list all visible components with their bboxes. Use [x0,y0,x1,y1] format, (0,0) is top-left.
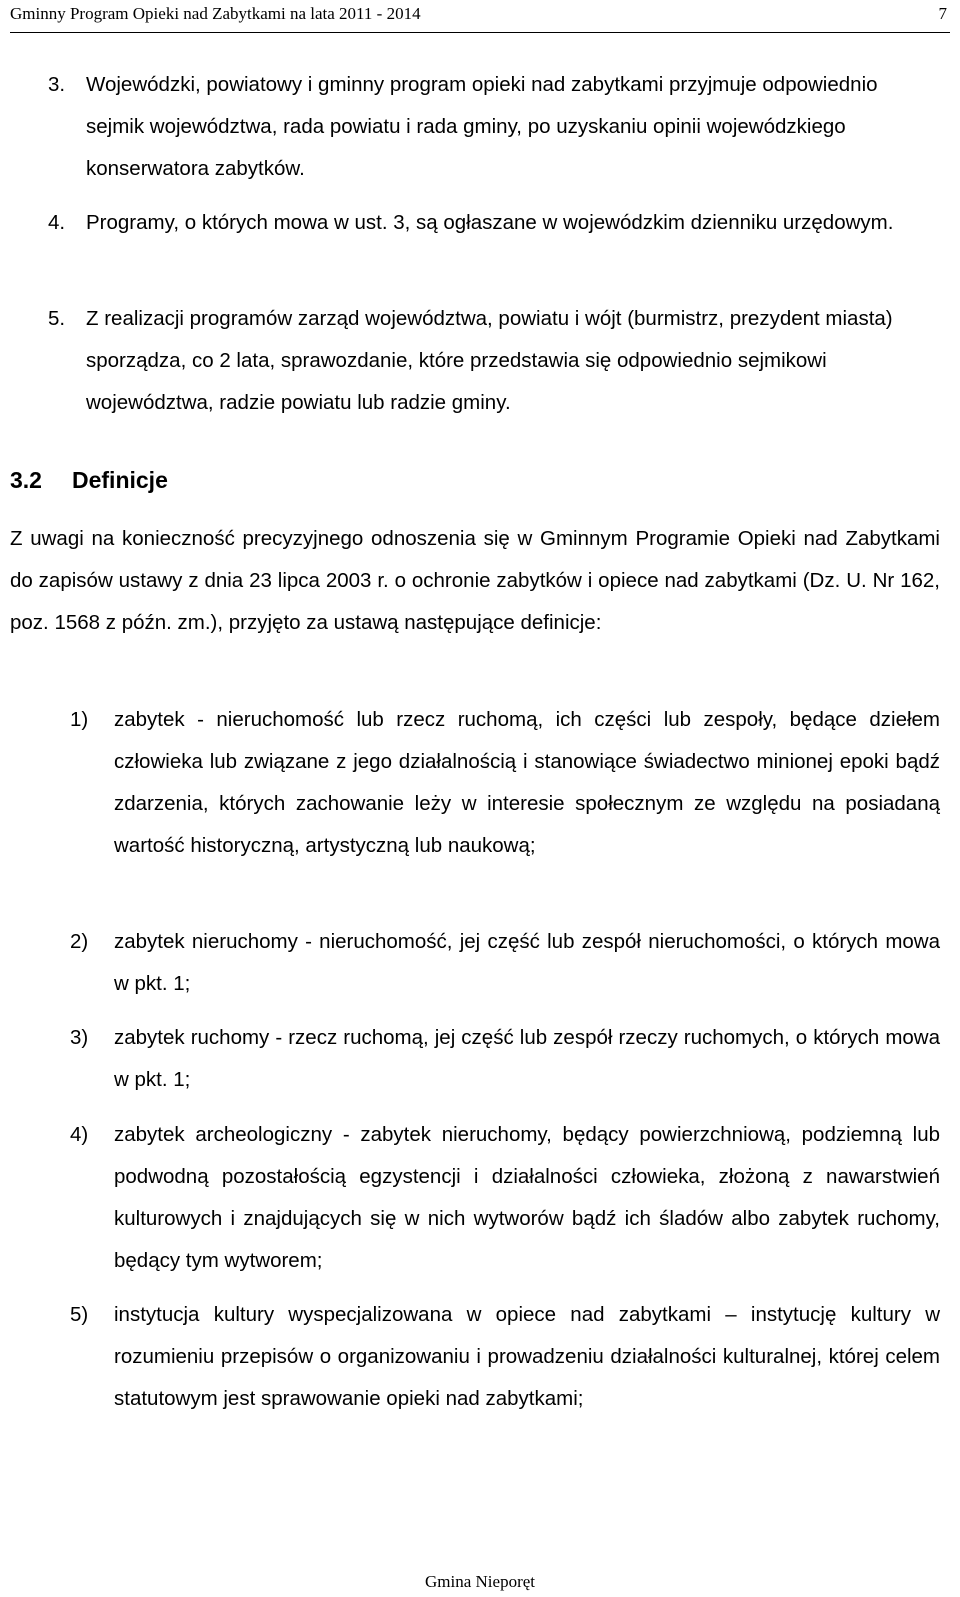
definition-item [70,1017,940,1101]
section-title: Definicje [72,467,168,493]
definition-item [70,1294,940,1420]
definition-number: 5) [70,1303,89,1326]
list-item-text: Programy, o których mowa w ust. 3, są ogłaszane w wojewódzkim dzienniku urzędowym. [86,211,894,234]
header-page-number: 7 [938,4,947,23]
section-heading [10,459,168,501]
definition-text: zabytek ruchomy - rzecz ruchomą, jej część lub zespół rzeczy ruchomych, o których mowa w pkt. 1; [114,1026,940,1091]
list-item [48,202,940,244]
definition-item [70,1114,940,1282]
definition-text: zabytek - nieruchomość lub rzecz ruchomą, ich części lub zespoły, będące dziełem człowieka lub związane z jego działalnością i stanowiące świadectwo minionej epoki bądź zdarzenia, których zachowanie leży w interesie społecznym ze względu na posiadaną wartość historyczną, artystyczną lub naukową; [114,708,940,857]
list-item-text: Z realizacji programów zarząd województwa, powiatu i wójt (burmistrz, prezydent miasta) sporządza, co 2 lata, sprawozdanie, które przedstawia się odpowiednio sejmikowi województwa, radzie powiatu lub radzie gminy. [86,307,893,414]
definition-text: zabytek archeologiczny - zabytek nieruchomy, będący powierzchniową, podziemną lub podwodną pozostałością egzystencji i działalności człowieka, złożoną z nawarstwień kulturowych i znajdujących się w nich wytworów bądź ich śladów albo zabytek ruchomy, będący tym wytworem; [114,1123,940,1272]
intro-paragraph: Z uwagi na konieczność precyzyjnego odnoszenia się w Gminnym Programie Opieki nad Zabytkami do zapisów ustawy z dnia 23 lipca 2003 r. o ochronie zabytków i opiece nad zabytkami (Dz. U. Nr 162, poz. 1568 z późn. zm.), przyjęto za ustawą następujące definicje: [10,527,940,634]
definition-text: zabytek nieruchomy - nieruchomość, jej część lub zespół nieruchomości, o których mowa w pkt. 1; [114,930,940,995]
definition-item [70,921,940,1005]
definition-item [70,699,940,867]
list-item-text: Wojewódzki, powiatowy i gminny program opieki nad zabytkami przyjmuje odpowiednio sejmik województwa, rada powiatu i rada gminy, po uzyskaniu opinii wojewódzkiego konserwatora zabytków. [86,73,878,180]
header-title: Gminny Program Opieki nad Zabytkami na lata 2011 - 2014 [10,4,421,23]
definition-text: instytucja kultury wyspecjalizowana w opiece nad zabytkami – instytucję kultury w rozumieniu przepisów o organizowaniu i prowadzeniu działalności kulturalnej, której celem statutowym jest sprawowanie opieki nad zabytkami; [114,1303,940,1410]
list-item-number: 3. [48,73,66,96]
definition-number: 1) [70,708,89,731]
list-item [48,64,940,190]
list-item [48,298,940,424]
list-item-number: 4. [48,211,66,234]
page-header [10,0,950,33]
definition-number: 3) [70,1026,89,1049]
definition-number: 2) [70,930,89,953]
section-number: 3.2 [10,467,42,493]
page-footer: Gmina Nieporęt [425,1572,535,1591]
definition-number: 4) [70,1123,89,1146]
list-item-number: 5. [48,307,66,330]
